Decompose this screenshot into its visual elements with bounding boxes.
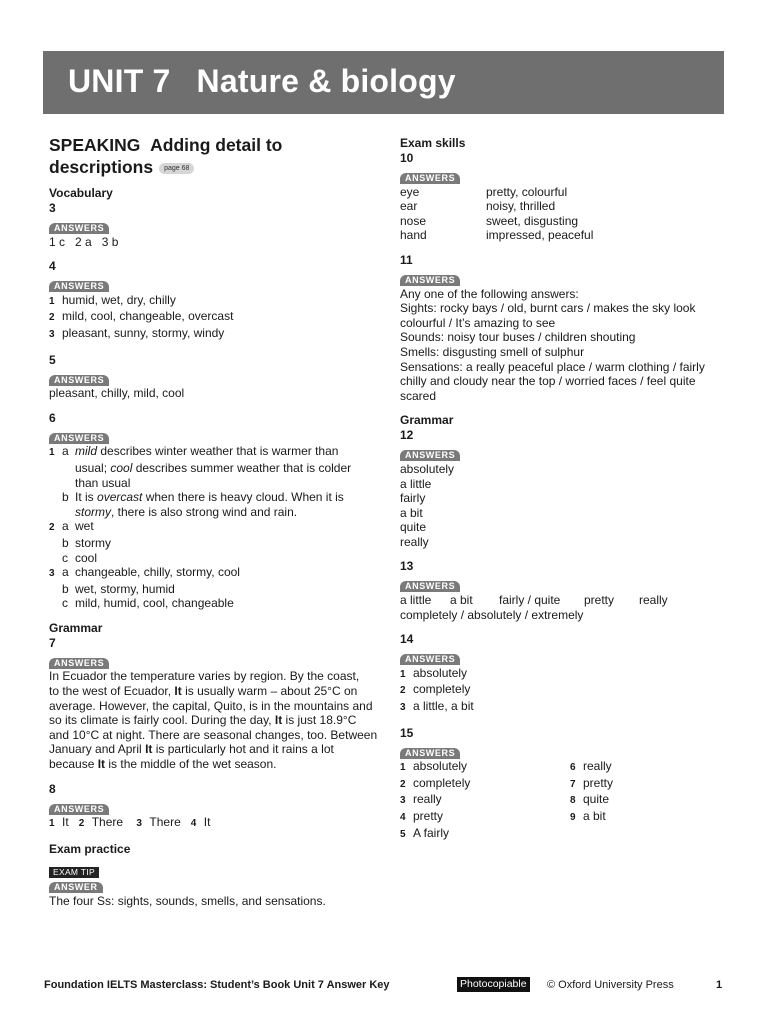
exam-tip-badge: EXAM TIP bbox=[49, 867, 99, 878]
question-number: 3 bbox=[49, 201, 56, 215]
answer-line: to the west of Ecuador, It is usually warm – about 25°C on bbox=[49, 684, 358, 699]
answer-line: 1 absolutely bbox=[400, 665, 468, 680]
answer-row: 2 completely 7 pretty bbox=[400, 775, 614, 790]
answers-badge: ANSWERS bbox=[400, 450, 460, 461]
answer-line: Any one of the following answers: bbox=[400, 286, 579, 301]
answer-line: colourful / It’s amazing to see bbox=[400, 315, 556, 330]
question-number: 7 bbox=[49, 635, 56, 650]
answer-line: c cool bbox=[62, 550, 98, 565]
answer-line: absolutely bbox=[400, 461, 455, 476]
answer-badge: ANSWER bbox=[49, 882, 103, 893]
answers-badge: ANSWERS bbox=[400, 275, 460, 286]
answer-line: pleasant, chilly, mild, cool bbox=[49, 386, 185, 401]
answer-row: 4 pretty 9 a bit bbox=[400, 809, 606, 823]
answer-line: 1 c 2 a 3 b bbox=[49, 234, 119, 249]
question-number: 4 bbox=[49, 259, 56, 274]
exam-skills-heading: Exam skills bbox=[400, 136, 466, 150]
answer-row: 1 absolutely 6 really bbox=[400, 759, 612, 774]
answer-line: scared bbox=[400, 388, 437, 403]
question-number: 12 bbox=[400, 428, 414, 443]
question-number: 14 bbox=[400, 632, 414, 647]
right-column bbox=[400, 134, 720, 842]
unit-banner bbox=[43, 51, 724, 114]
answer-line: quite bbox=[400, 520, 427, 535]
answer-row: ear noisy, thrilled bbox=[400, 199, 556, 214]
answer-line: a little bbox=[400, 476, 432, 491]
answer-line: Smells: disgusting smell of sulphur bbox=[400, 344, 585, 359]
answer-row: 5 A fairly bbox=[400, 825, 450, 840]
answer-row: nose sweet, disgusting bbox=[400, 213, 579, 228]
answer-line: Sights: rocky bays / old, burnt cars / makes the sky look bbox=[400, 301, 696, 316]
question-number: 6 bbox=[49, 410, 56, 425]
unit-number: UNIT 7 bbox=[68, 63, 171, 99]
question-number: 15 bbox=[400, 725, 414, 740]
answer-line: 2 a wet bbox=[49, 519, 94, 534]
question-number: 13 bbox=[400, 559, 414, 574]
answer-line: and 10°C at night. There are seasonal changes, too. Between bbox=[49, 727, 378, 742]
answer-line: than usual bbox=[75, 475, 131, 490]
answer-line: 1 a mild describes winter weather that is warmer than bbox=[49, 444, 339, 459]
answer-line: 3 a changeable, chilly, stormy, cool bbox=[49, 565, 240, 580]
answers-badge: ANSWERS bbox=[400, 654, 460, 665]
answer-line: In Ecuador the temperature varies by region. By the coast, bbox=[49, 669, 360, 684]
answer-line: chilly and cloudy near the top / worried faces / feel quite bbox=[400, 374, 696, 389]
answer-line: b stormy bbox=[62, 535, 111, 550]
answer-line: really bbox=[400, 534, 429, 549]
answer-line: 3 a little, a bit bbox=[400, 699, 474, 714]
answer-row: 3 really 8 quite bbox=[400, 792, 610, 807]
answers-badge: ANSWERS bbox=[400, 748, 460, 759]
photocopiable-badge: Photocopiable bbox=[457, 977, 530, 992]
answer-line: 1 humid, wet, dry, chilly bbox=[49, 292, 176, 307]
answer-line: because It is the middle of the wet season. bbox=[49, 757, 277, 772]
answer-line: Sounds: noisy tour buses / children shouting bbox=[400, 330, 636, 345]
answer-line: b wet, stormy, humid bbox=[62, 581, 175, 596]
answers-badge: ANSWERS bbox=[49, 281, 109, 292]
section-title: SPEAKING Adding detail to descriptions page 68 bbox=[49, 135, 283, 177]
answer-line: stormy, there is also strong wind and rain. bbox=[75, 504, 298, 519]
book-title: Foundation IELTS Masterclass: Student’s Book Unit 7 Answer Key bbox=[44, 979, 390, 991]
answer-line: Sensations: a really peaceful place / warm clothing / fairly bbox=[400, 359, 705, 374]
answer-line: fairly bbox=[400, 491, 426, 506]
unit-name: Nature & biology bbox=[196, 63, 456, 99]
answer-line: 1 It 2 There 3 There 4 It bbox=[49, 815, 211, 830]
answers-badge: ANSWERS bbox=[49, 433, 109, 444]
answer-line: 2 completely bbox=[400, 682, 471, 697]
answer-line: average. However, the capital, Quito, is in the mountains and bbox=[49, 698, 373, 713]
answer-line: usual; cool describes summer weather that is colder bbox=[75, 460, 352, 475]
answer-row: eye pretty, colourful bbox=[400, 184, 568, 199]
answers-badge: ANSWERS bbox=[49, 804, 109, 815]
answers-badge: ANSWERS bbox=[400, 581, 460, 592]
publisher: © Oxford University Press bbox=[547, 979, 674, 991]
answer-line: completely / absolutely / extremely bbox=[400, 607, 584, 622]
exam-practice-heading: Exam practice bbox=[49, 841, 131, 856]
page-number: 1 bbox=[716, 979, 723, 991]
page-reference-tag: page 68 bbox=[159, 163, 194, 174]
answer-line: c mild, humid, cool, changeable bbox=[62, 596, 234, 611]
unit-title bbox=[68, 63, 456, 100]
answers-badge: ANSWERS bbox=[49, 658, 109, 669]
question-number: 5 bbox=[49, 352, 56, 367]
answers-badge: ANSWERS bbox=[400, 173, 460, 184]
vocabulary-heading: Vocabulary bbox=[49, 186, 113, 200]
answer-line: January and April It is particularly hot and it rains a lot bbox=[49, 742, 334, 757]
answer-line: 3 pleasant, sunny, stormy, windy bbox=[49, 325, 225, 340]
answers-badge: ANSWERS bbox=[49, 375, 109, 386]
question-number: 10 bbox=[400, 151, 414, 165]
answer-line: 2 mild, cool, changeable, overcast bbox=[49, 309, 234, 324]
answer-line: a little a bit fairly / quite pretty really bbox=[400, 593, 668, 608]
answer-row: hand impressed, peaceful bbox=[400, 228, 594, 243]
question-number: 8 bbox=[49, 781, 56, 796]
question-number: 11 bbox=[400, 252, 413, 267]
answer-line: b It is overcast when there is heavy cloud. When it is bbox=[62, 490, 344, 505]
grammar-heading: Grammar bbox=[49, 620, 103, 635]
answer-line: so its climate is fairly cool. During the day, It is just 18.9°C bbox=[49, 713, 357, 728]
answers-badge: ANSWERS bbox=[49, 223, 109, 234]
answer-line: a bit bbox=[400, 505, 423, 520]
grammar-heading: Grammar bbox=[400, 413, 454, 428]
left-column bbox=[49, 134, 379, 909]
answer-line: The four Ss: sights, sounds, smells, and sensations. bbox=[49, 894, 326, 908]
